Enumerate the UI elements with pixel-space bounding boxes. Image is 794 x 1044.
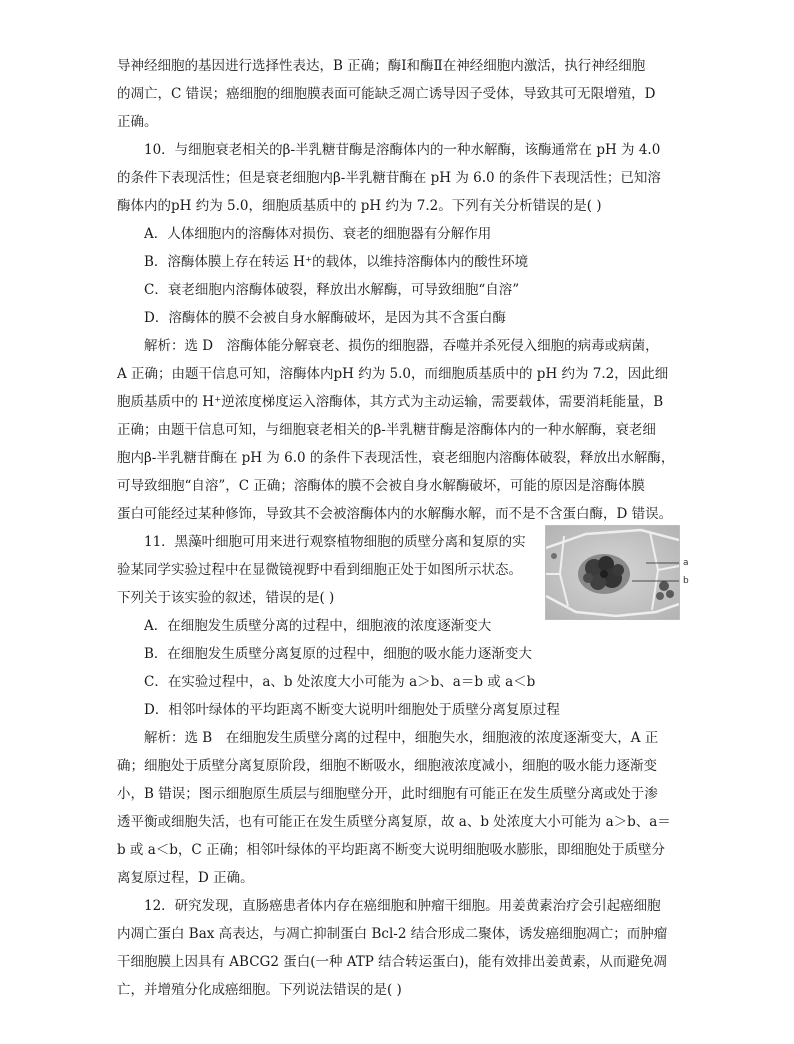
analysis-line: 可导致细胞“自溶”，C 正确；溶酶体的膜不会被自身水解酶破坏，可能的原因是溶酶体膜: [117, 478, 645, 494]
question-stem-line: 内凋亡蛋白 Bax 高表达，与凋亡抑制蛋白 Bcl-2 结合形成二聚体，诱发癌细胞凋亡；而肿瘤: [117, 926, 668, 942]
option-c: C．在实验过程中，a、b 处浓度大小可能为 a＞b、a＝b 或 a＜b: [144, 674, 536, 690]
text-line: 正确。: [117, 114, 158, 130]
question-stem-line: 12．研究发现，直肠癌患者体内存在癌细胞和肿瘤干细胞。用姜黄素治疗会引起癌细胞: [144, 898, 661, 914]
analysis-line: 胞质基质中的 H⁺逆浓度梯度运入溶酶体，其方式为主动运输，需要载体，需要消耗能量，B: [117, 394, 664, 410]
text-line: 导神经细胞的基因进行选择性表达，B 正确；酶Ⅰ和酶Ⅱ在神经细胞内激活，执行神经细胞: [117, 58, 646, 74]
option-d: D．相邻叶绿体的平均距离不断变大说明叶细胞处于质壁分离复原过程: [144, 702, 560, 718]
option-d: D．溶酶体的膜不会被自身水解酶破坏，是因为其不含蛋白酶: [144, 310, 506, 326]
cell-micrograph-image: [546, 526, 679, 619]
question-10: [117, 136, 677, 528]
option-b: B．在细胞发生质壁分离复原的过程中，细胞的吸水能力逐渐变大: [144, 646, 532, 662]
question-stem-line: 的条件下表现活性；但是衰老细胞内β-半乳糖苷酶在 pH 为 6.0 的条件下表现活性；已知溶: [117, 170, 661, 186]
analysis-line: 解析：选 D 溶酶体能分解衰老、损伤的细胞器，吞噬并杀死侵入细胞的病毒或病菌，: [144, 338, 659, 354]
question-stem-line: 10．与细胞衰老相关的β-半乳糖苷酶是溶酶体内的一种水解酶，该酶通常在 pH 为 4.0: [144, 142, 661, 158]
analysis-line: 小，B 错误；图示细胞原生质层与细胞壁分开，此时细胞有可能正在发生质壁分离或处于渗: [117, 786, 658, 802]
question-stem-line: 酶体内的pH 约为 5.0，细胞质基质中的 pH 约为 7.2。下列有关分析错误的是( ): [117, 198, 602, 214]
figure-label-b: b: [683, 576, 689, 586]
analysis-line: 离复原过程，D 正确。: [117, 870, 254, 886]
question-stem-line: 亡，并增殖分化成癌细胞。下列说法错误的是( ): [117, 982, 402, 998]
analysis-line: A 正确；由题干信息可知，溶酶体内pH 约为 5.0，而细胞质基质中的 pH 约为 7.2，因此细: [117, 366, 669, 382]
option-a: A．在细胞发生质壁分离的过程中，细胞液的浓度逐渐变大: [144, 618, 492, 634]
analysis-line: 蛋白可能经过某种修饰，导致其不会被溶酶体内的水解酶水解，而不是不含蛋白酶，D 错误。: [117, 506, 673, 522]
option-c: C．衰老细胞内溶酶体破裂，释放出水解酶，可导致细胞“自溶”: [144, 282, 520, 298]
question-stem-line: 干细胞膜上因具有 ABCG2 蛋白(一种 ATP 结合转运蛋白)，能有效排出姜黄素，从而避免凋: [117, 954, 667, 970]
figure-label-a: a: [683, 558, 689, 568]
analysis-line: 胞内β-半乳糖苷酶在 pH 为 6.0 的条件下表现活性，衰老细胞内溶酶体破裂，释放出水解酶，: [117, 450, 675, 466]
analysis-line: 解析：选 B 在细胞发生质壁分离的过程中，细胞失水，细胞液的浓度逐渐变大，A 正: [144, 730, 659, 746]
text-line: 的凋亡，C 错误；癌细胞的细胞膜表面可能缺乏凋亡诱导因子受体，导致其可无限增殖，D: [117, 86, 656, 102]
analysis-line: b 或 a＜b，C 正确；相邻叶绿体的平均距离不断变大说明细胞吸水膨胀，即细胞处于质壁分: [117, 842, 666, 858]
analysis-line: 透平衡或细胞失活，也有可能正在发生质壁分离复原，故 a、b 处浓度大小可能为 a＞b、a＝: [117, 814, 671, 830]
question-stem-line: 11．黑藻叶细胞可用来进行观察植物细胞的质壁分离和复原的实: [144, 534, 526, 550]
question-stem-line: 验某同学实验过程中在显微镜视野中看到细胞正处于如图所示状态。: [117, 562, 522, 578]
question-stem-line: 下列关于该实验的叙述，错误的是( ): [117, 590, 335, 606]
option-a: A．人体细胞内的溶酶体对损伤、衰老的细胞器有分解作用: [144, 226, 492, 242]
analysis-line: 正确；由题干信息可知，与细胞衰老相关的β-半乳糖苷酶是溶酶体内的一种水解酶，衰老细: [117, 422, 656, 438]
question-12: [117, 892, 677, 1004]
micrograph-figure: [545, 525, 680, 620]
analysis-line: 确；细胞处于质壁分离复原阶段，细胞不断吸水，细胞液浓度减小，细胞的吸水能力逐渐变: [117, 758, 657, 774]
option-b: B．溶酶体膜上存在转运 H⁺的载体，以维持溶酶体内的酸性环境: [144, 254, 529, 270]
